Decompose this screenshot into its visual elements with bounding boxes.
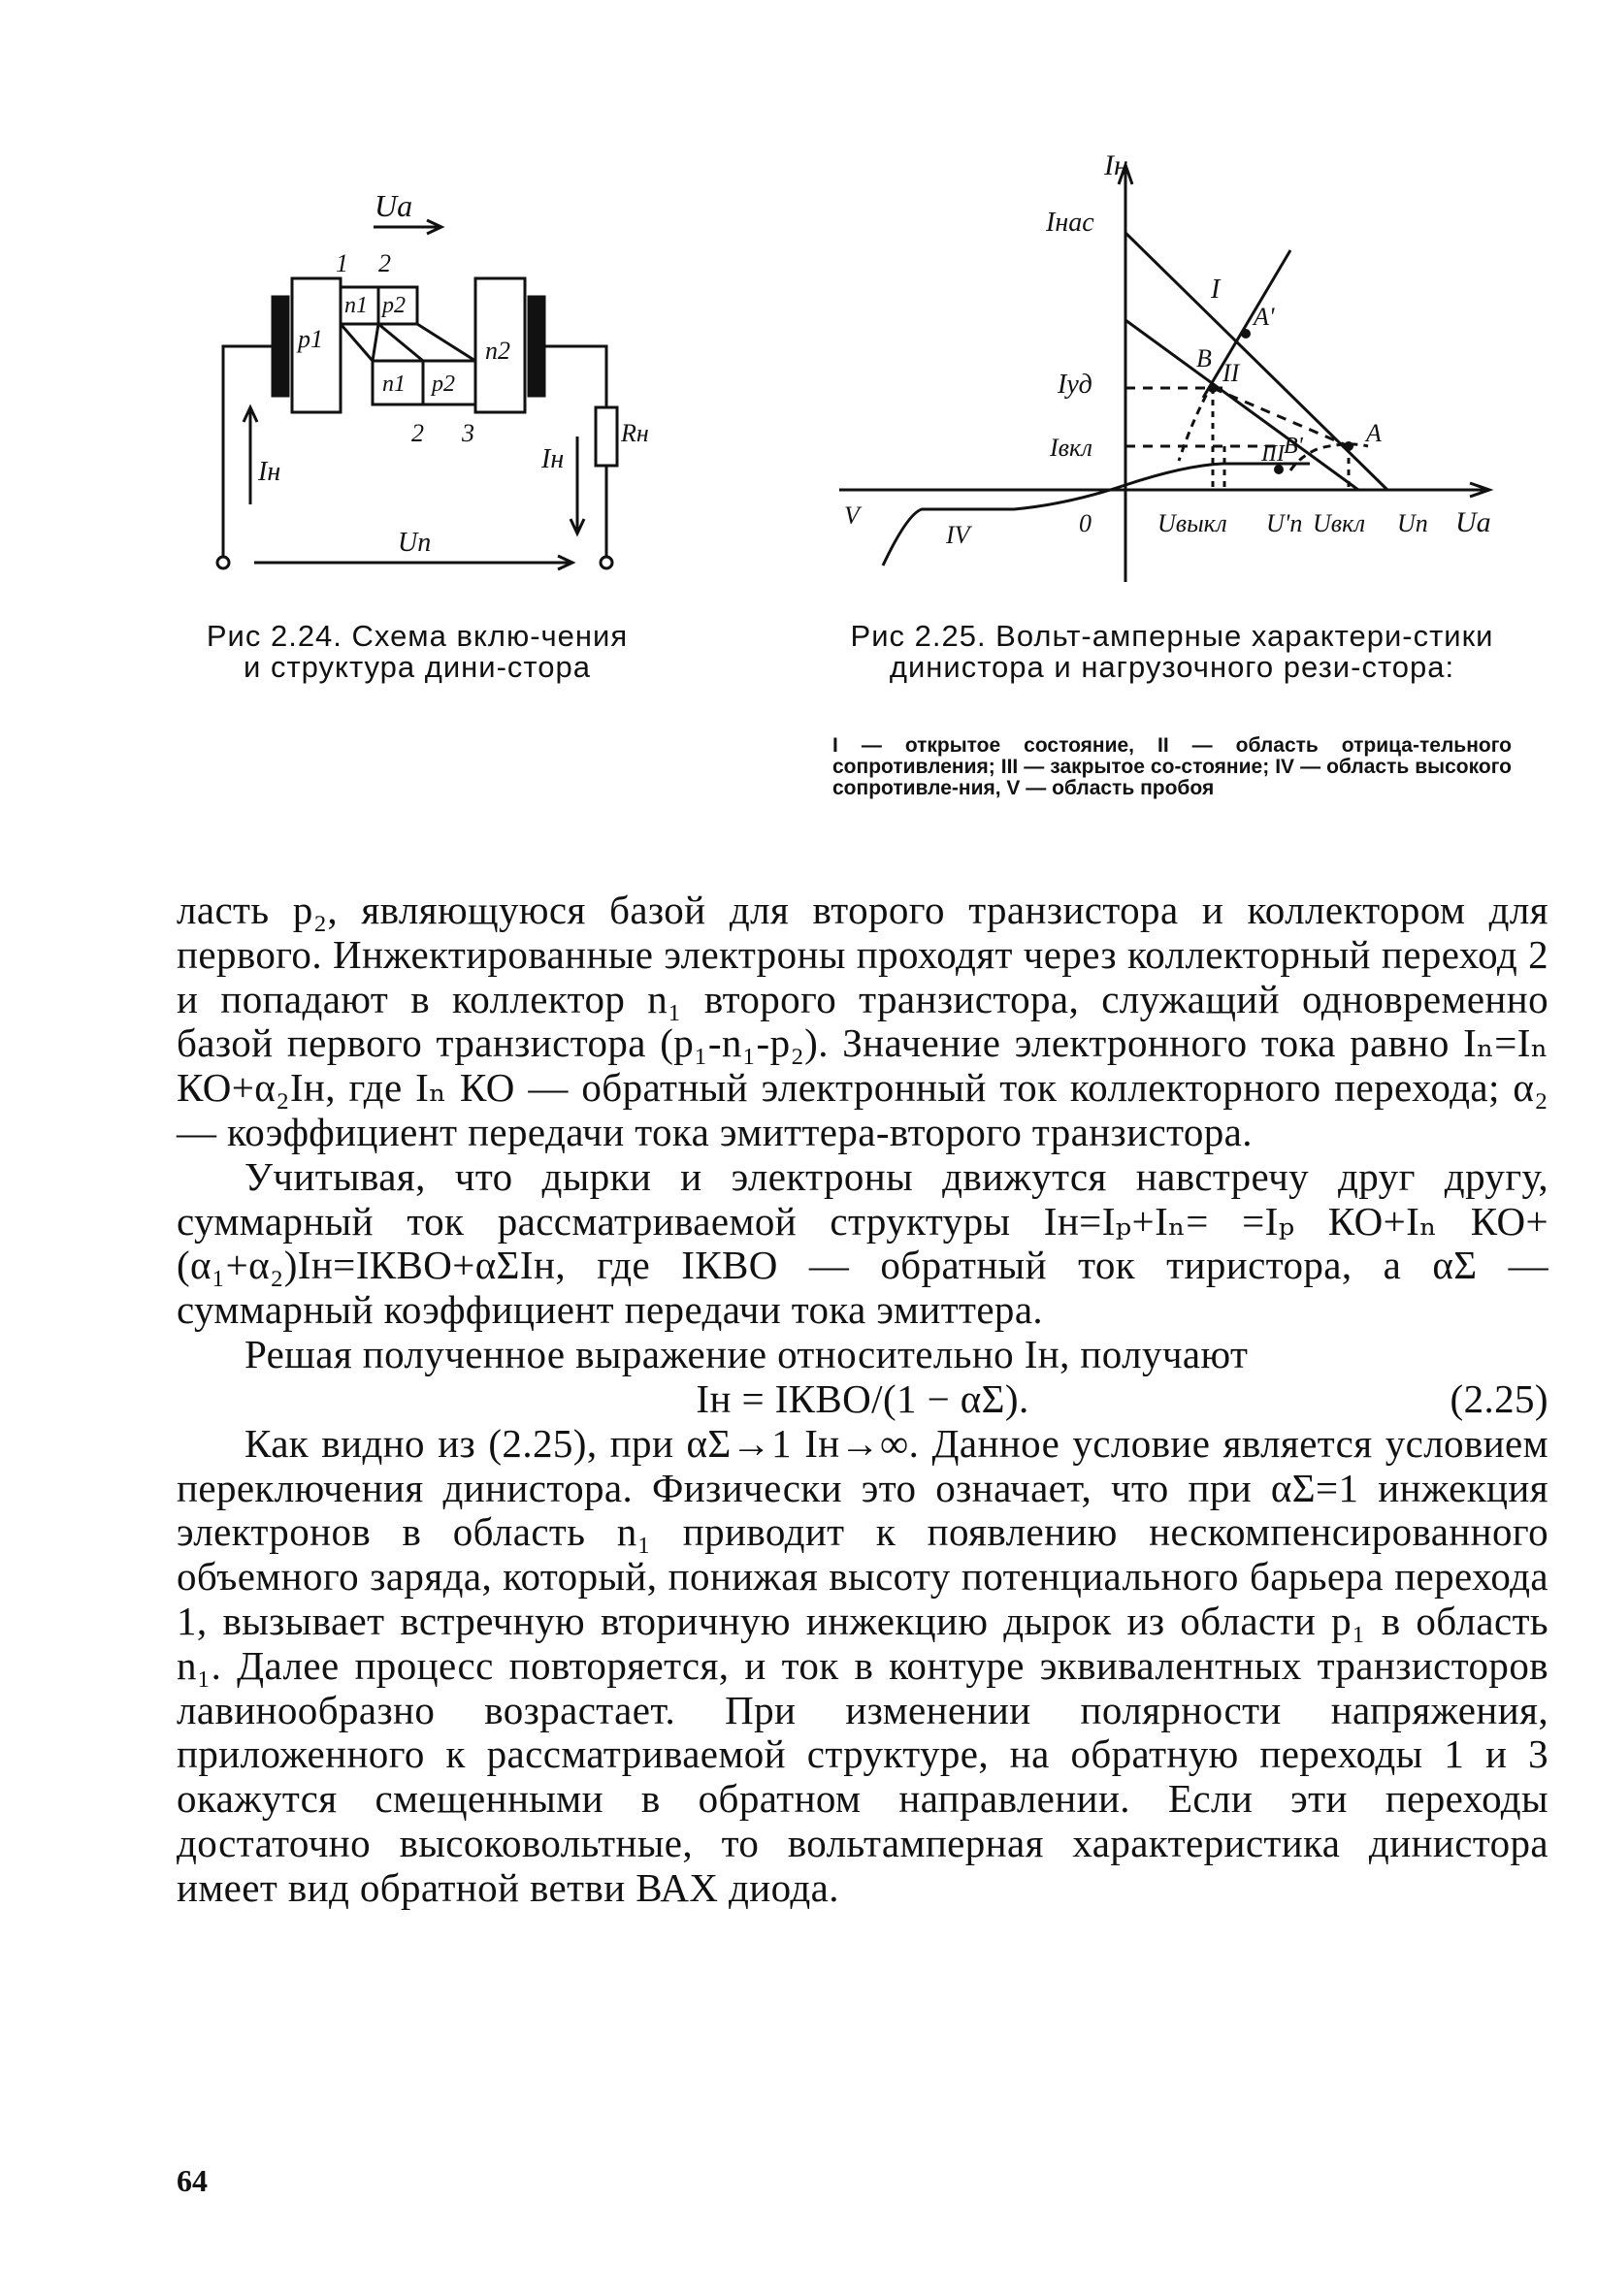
equation-row [177,1377,1548,1422]
fig24-p2-bottom-label: p2 [432,372,455,397]
page-number: 64 [177,2163,208,2198]
fig25-region-3-label: III [1261,441,1285,467]
fig25-point-b1-label: B' [1284,434,1303,459]
figure-2-24-diagram [194,184,649,592]
paragraph-4: Как видно из (2.25), при αΣ→1 Iн→∞. Данное условие является условием переключения динистора. Физически это означает, что при αΣ=1 инжекция электронов в область n₁ приводит к появлению нескомпенсированного объемного заряда, который, понижая высоту потенциального барьера перехода 1, вызывает встречную вторичную инжекцию дырок из области p₁ в область n₁. Далее процесс повторяется, и ток в контуре эквивалентных транзисторов лавинообразно возрастает. При изменении полярности напряжения, приложенного к рассматриваемой структуре, на обратную переходы 1 и 3 окажутся смещенными в обратном направлении. Если эти переходы достаточно высоковольтные, то вольтамперная характеристика динистора имеет вид обратной ветви ВАХ диода. [177,1420,1548,1910]
figure-2-25-legend: I — открытое состояние, II — область отрица-тельного сопротивления; III — закрытое со-стояние; IV — область высокого сопротивле-ния, V — область пробоя [832,734,1512,799]
fig24-junction-2: 2 [378,249,391,277]
fig24-p1-label: p1 [298,325,323,353]
fig25-point-a-label: A [1366,419,1382,447]
fig25-un-prime-label: U'п [1266,509,1303,537]
fig25-in-axis-label: Iн [1104,149,1128,181]
paragraph-2: Учитывая, что дырки и электроны движутся навстречу друг другу, суммарный ток рассматриваемой структуры Iн=Iₚ+Iₙ= =Iₚ КО+Iₙ КО+(α₁+α₂)Iн=IКВО+αΣIн, где IКВО — обратный ток тиристора, а αΣ — суммарный коэффициент передачи тока эмиттера. [177,1153,1548,1333]
fig24-junction-3: 3 [462,419,474,447]
fig25-point-b-label: B [1196,344,1212,372]
fig25-uvkl-label: Uвкл [1313,509,1366,537]
fig25-uvykl-label: Uвыкл [1157,509,1227,537]
fig25-ua-axis-label: Uа [1455,506,1491,538]
fig25-origin-label: 0 [1079,509,1092,537]
fig25-iud-label: Iуд [1058,370,1092,400]
fig24-junction-2b: 2 [411,419,424,447]
equation-2-25: Iн = IКВО/(1 − αΣ). [696,1375,1029,1421]
fig25-region-2-label: II [1222,359,1240,387]
fig25-region-1-label: I [1211,275,1221,305]
fig24-rn-label: Rн [621,419,649,447]
figure-2-25-caption: Рис 2.25. Вольт-амперные характери-стики динистора и нагрузочного рези-стора: [850,619,1494,684]
fig25-inas-label: Iнас [1046,208,1094,238]
paragraph-1: ласть p₂, являющуюся базой для второго транзистора и коллектором для первого. Инжектированные электроны проходят через коллекторный переход 2 и попадают в коллектор n₁ второго транзистора, служащий одновременно базой первого транзистора (p₁-n₁-p₂). Значение электронного тока равно Iₙ=Iₙ КО+α₂Iн, где Iₙ КО — обратный электронный ток коллекторного перехода; α₂ — коэффициент передачи тока эмиттера-второго транзистора. [177,888,1548,1154]
fig24-n2-label: n2 [485,337,510,365]
body-text [177,889,1548,1911]
fig24-ua-label: Uа [375,188,413,223]
fig24-p2-top-label: p2 [382,293,406,318]
fig24-in-left-label: Iн [258,457,281,487]
fig24-n1-bottom-label: n1 [382,372,406,397]
fig24-un-label: Uп [398,528,432,558]
paragraph-3: Решая полученное выражение относительно Iн, получают [244,1331,1249,1376]
fig25-un-label: Uп [1397,509,1428,537]
fig25-ivkl-label: Iвкл [1050,434,1092,462]
figure-2-24-caption: Рис 2.24. Схема вклю-чения и структура дини-стора [206,619,629,684]
fig24-n1-top-label: n1 [344,293,368,318]
fig25-region-5-label: V [844,501,860,530]
fig25-point-a1-label: A' [1254,303,1275,331]
figure-2-25-chart [834,146,1504,592]
fig25-region-4-label: IV [946,521,970,549]
fig24-in-right-label: Iн [541,444,565,474]
equation-number: (2.25) [1450,1375,1548,1421]
fig24-junction-1: 1 [336,249,348,277]
